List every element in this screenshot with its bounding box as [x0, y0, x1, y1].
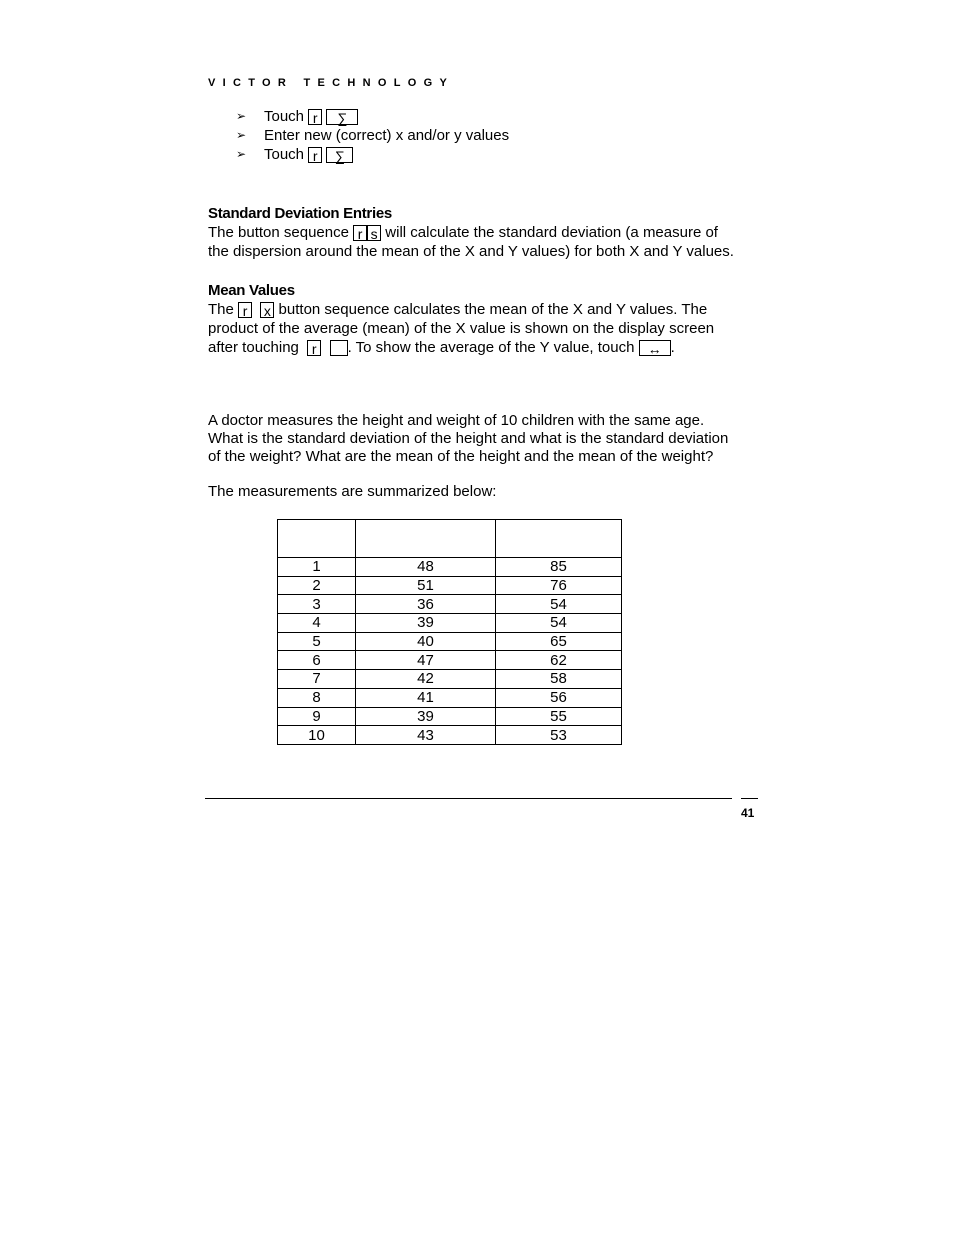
table-cell: 62 — [496, 651, 622, 670]
table-header-cell — [496, 520, 622, 558]
list-item — [236, 126, 509, 145]
table-cell: 47 — [356, 651, 496, 670]
table-row — [278, 614, 622, 633]
sigma-key: ∑ — [326, 147, 353, 163]
text-span: The — [208, 301, 234, 318]
table-cell: 76 — [496, 576, 622, 595]
table-row — [278, 726, 622, 745]
table-row — [278, 632, 622, 651]
table-cell: 4 — [278, 614, 356, 633]
text-span: . — [670, 339, 675, 356]
table-cell: 65 — [496, 632, 622, 651]
arrow-bullet-icon: ➢ — [236, 147, 247, 161]
sigma-key: ∑ — [326, 109, 358, 125]
r-key: r — [353, 225, 367, 241]
table-cell: 8 — [278, 688, 356, 707]
paragraph-line — [208, 223, 734, 242]
table-row — [278, 651, 622, 670]
swap-key: ↔ — [639, 340, 671, 356]
table-cell: 42 — [356, 670, 496, 689]
table-header-cell — [356, 520, 496, 558]
r-key: r — [307, 340, 321, 356]
footer-rule-short — [741, 798, 758, 799]
step-text: Enter new (correct) x and/or y values — [264, 127, 510, 144]
paragraph-line — [208, 300, 714, 319]
table-row — [278, 707, 622, 726]
table-cell: 54 — [496, 614, 622, 633]
text-span: . To show the average of the Y value, touch — [347, 339, 635, 356]
table-row — [278, 688, 622, 707]
table-cell: 55 — [496, 707, 622, 726]
page-number: 41 — [741, 806, 755, 820]
table-cell: 6 — [278, 651, 356, 670]
table-cell: 36 — [356, 595, 496, 614]
measurements-table — [277, 519, 622, 745]
arrow-bullet-icon: ➢ — [236, 109, 247, 123]
table-cell: 53 — [496, 726, 622, 745]
table-cell: 48 — [356, 558, 496, 577]
table-cell: 39 — [356, 707, 496, 726]
paragraph-line: of the weight? What are the mean of the height and the mean of the weight? — [208, 448, 714, 465]
step-text: Touch — [264, 146, 305, 163]
example-problem — [208, 412, 728, 466]
s-key: s — [367, 225, 381, 241]
table-cell: 3 — [278, 595, 356, 614]
table-header-row — [278, 520, 622, 558]
arrow-bullet-icon: ➢ — [236, 128, 247, 142]
table-cell: 5 — [278, 632, 356, 651]
table-cell: 9 — [278, 707, 356, 726]
table-row — [278, 576, 622, 595]
paragraph-line: product of the average (mean) of the X value is shown on the display screen — [208, 320, 715, 337]
step-text: Touch — [264, 108, 305, 125]
table-cell: 58 — [496, 670, 622, 689]
x-bar-key: x — [260, 302, 274, 318]
table-header-cell — [278, 520, 356, 558]
text-span: will calculate the standard deviation (a measure of — [385, 224, 718, 241]
blank-key — [330, 340, 348, 356]
table-cell: 2 — [278, 576, 356, 595]
section-heading: Standard Deviation Entries — [208, 205, 392, 222]
table-cell: 7 — [278, 670, 356, 689]
table-cell: 1 — [278, 558, 356, 577]
running-header: VICTOR TECHNOLOGY — [208, 77, 455, 89]
text-span: The button sequence — [208, 224, 349, 241]
r-key: r — [238, 302, 252, 318]
list-item — [236, 145, 509, 164]
table-row — [278, 670, 622, 689]
list-item — [236, 107, 509, 126]
text-span: after touching — [208, 339, 299, 356]
table-cell: 54 — [496, 595, 622, 614]
table-cell: 85 — [496, 558, 622, 577]
table-cell: 10 — [278, 726, 356, 745]
table-row — [278, 595, 622, 614]
paragraph-line: the dispersion around the mean of the X and Y values) for both X and Y values. — [208, 243, 734, 260]
std-dev-section — [208, 204, 734, 261]
table-cell: 51 — [356, 576, 496, 595]
text-span: button sequence calculates the mean of the X and Y values. The — [278, 301, 708, 318]
r-key: r — [308, 147, 322, 163]
footer-rule — [205, 798, 732, 799]
table-cell: 39 — [356, 614, 496, 633]
mean-section — [208, 281, 714, 357]
paragraph-line: What is the standard deviation of the height and what is the standard deviation — [208, 430, 729, 447]
table-cell: 43 — [356, 726, 496, 745]
paragraph-line: A doctor measures the height and weight of 10 children with the same age. — [208, 412, 705, 429]
table-cell: 40 — [356, 632, 496, 651]
paragraph-line — [208, 338, 714, 357]
table-row — [278, 558, 622, 577]
table-cell: 41 — [356, 688, 496, 707]
summary-text: The measurements are summarized below: — [208, 483, 497, 500]
section-heading: Mean Values — [208, 282, 295, 299]
step-list — [236, 107, 509, 164]
r-key: r — [308, 109, 322, 125]
table-cell: 56 — [496, 688, 622, 707]
